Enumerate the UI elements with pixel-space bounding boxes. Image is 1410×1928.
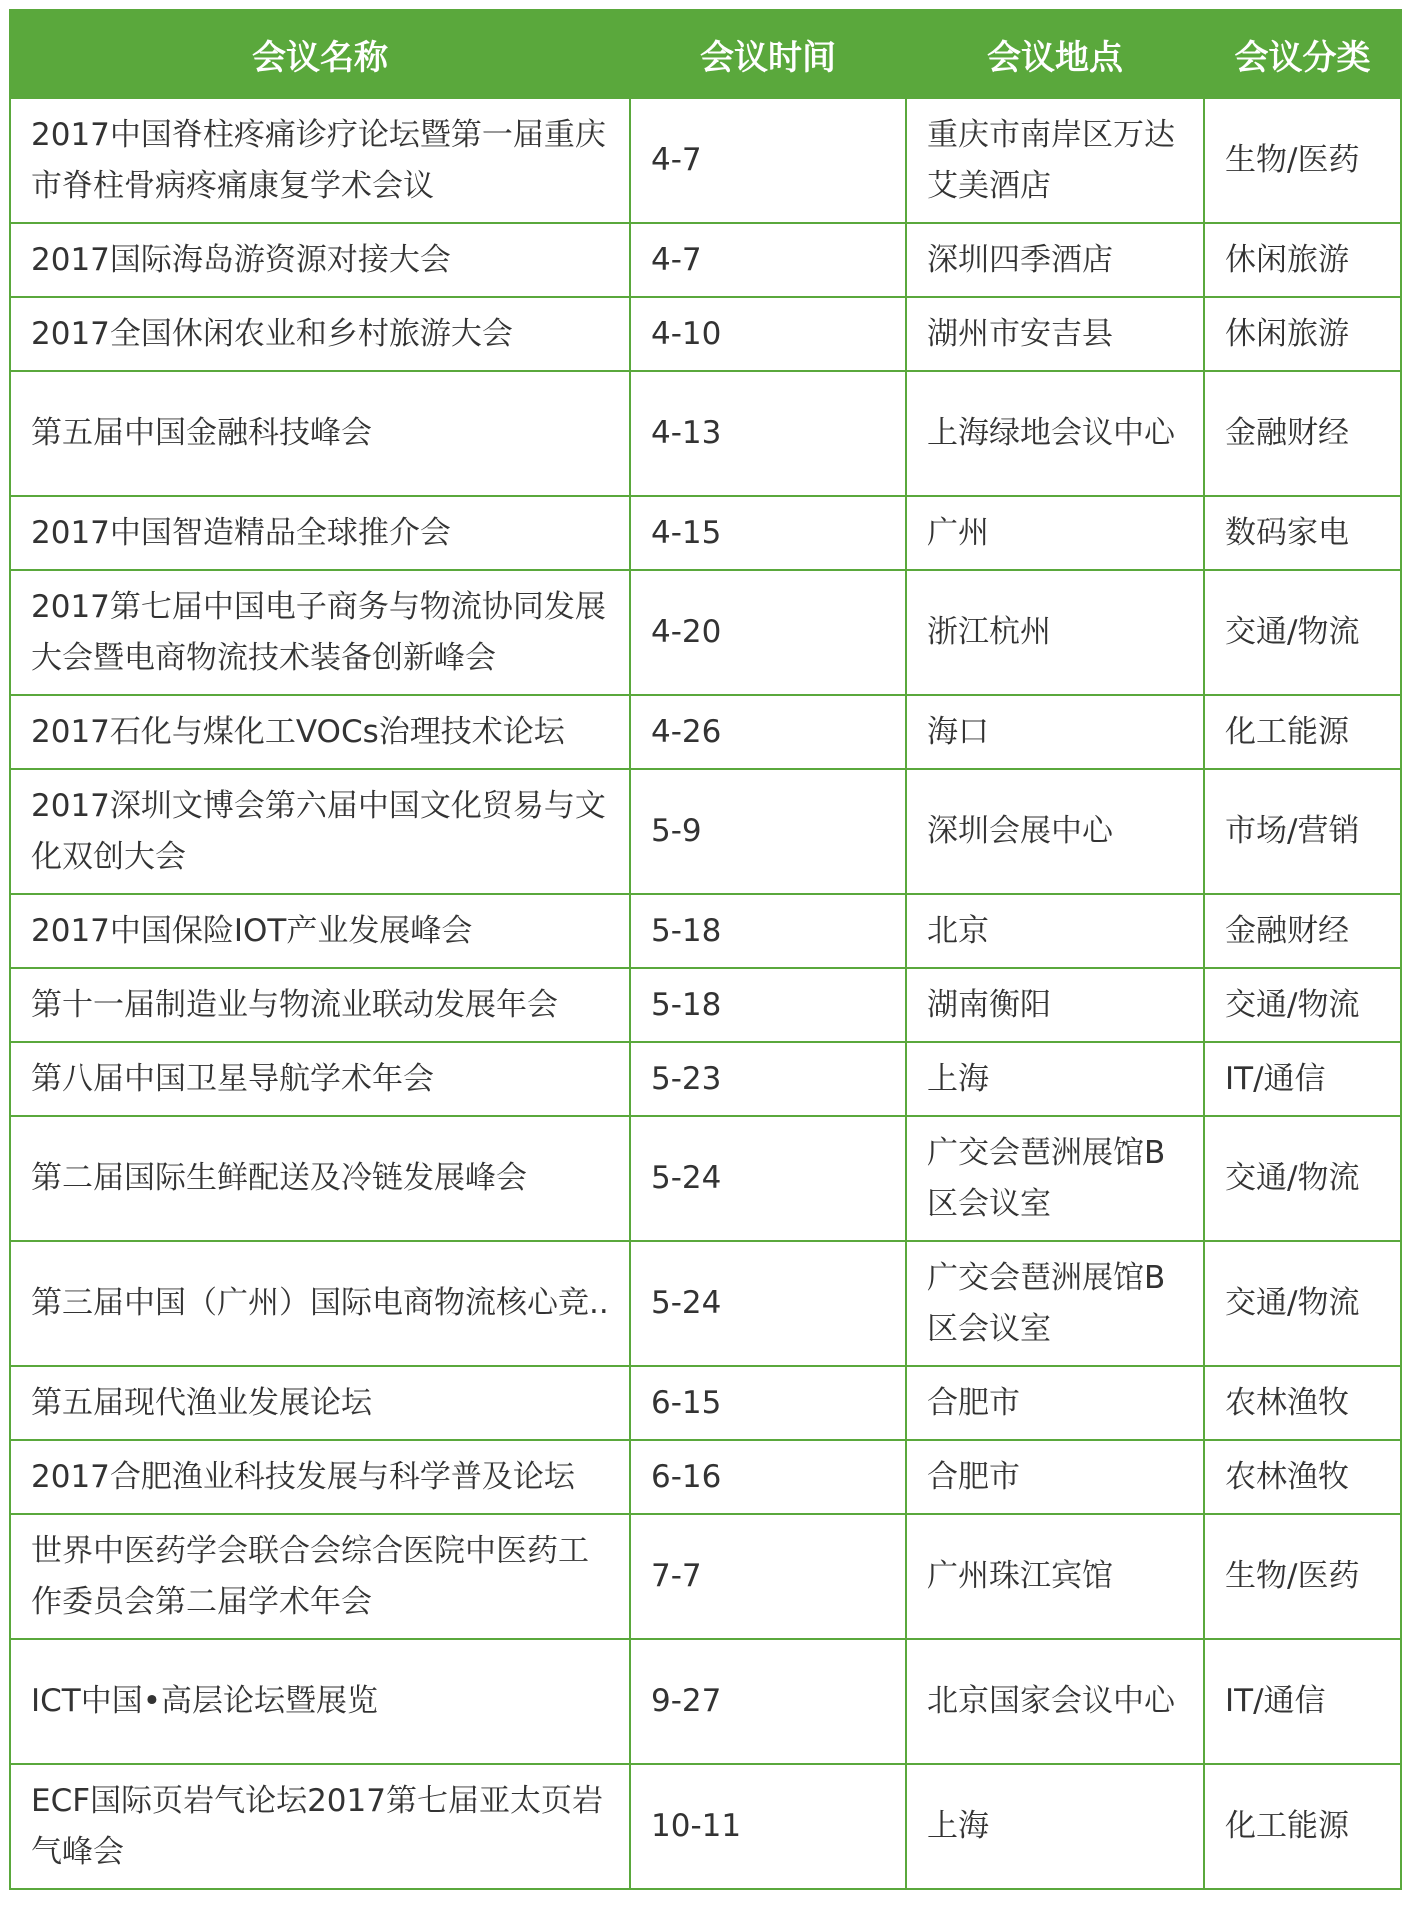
- meeting-time-cell: 5-24: [630, 1116, 906, 1241]
- header-meeting-time: 会议时间: [630, 10, 906, 98]
- table-body: [10, 98, 1401, 1889]
- meeting-location-cell: 海口: [906, 695, 1204, 769]
- meeting-time-cell: 4-13: [630, 371, 906, 496]
- meeting-name-cell: 2017中国脊柱疼痛诊疗论坛暨第一届重庆市脊柱骨病疼痛康复学术会议: [10, 98, 630, 223]
- header-meeting-name: 会议名称: [10, 10, 630, 98]
- meeting-category-cell: 交通/物流: [1204, 1116, 1401, 1241]
- meeting-time-cell: 4-26: [630, 695, 906, 769]
- table-row: [10, 98, 1401, 223]
- table-row: [10, 1514, 1401, 1639]
- meeting-name-cell: 2017国际海岛游资源对接大会: [10, 223, 630, 297]
- meeting-time-cell: 4-15: [630, 496, 906, 570]
- meeting-name-cell: 2017合肥渔业科技发展与科学普及论坛: [10, 1440, 630, 1514]
- meeting-time-cell: 5-18: [630, 968, 906, 1042]
- meeting-name-cell: 第三届中国（广州）国际电商物流核心竞..: [10, 1241, 630, 1366]
- meeting-category-cell: IT/通信: [1204, 1639, 1401, 1764]
- table-row: [10, 1764, 1401, 1889]
- table-row: [10, 1116, 1401, 1241]
- table-row: [10, 371, 1401, 496]
- meeting-time-cell: 7-7: [630, 1514, 906, 1639]
- table-row: [10, 1042, 1401, 1116]
- meeting-location-cell: 合肥市: [906, 1366, 1204, 1440]
- table-row: [10, 968, 1401, 1042]
- meeting-location-cell: 广交会琶洲展馆B区会议室: [906, 1116, 1204, 1241]
- table-row: [10, 496, 1401, 570]
- meeting-name-cell: 2017中国智造精品全球推介会: [10, 496, 630, 570]
- meeting-location-cell: 湖州市安吉县: [906, 297, 1204, 371]
- meeting-location-cell: 合肥市: [906, 1440, 1204, 1514]
- meeting-name-cell: 2017石化与煤化工VOCs治理技术论坛: [10, 695, 630, 769]
- meeting-location-cell: 广交会琶洲展馆B区会议室: [906, 1241, 1204, 1366]
- meeting-location-cell: 上海: [906, 1764, 1204, 1889]
- meeting-location-cell: 北京: [906, 894, 1204, 968]
- meeting-name-cell: 2017深圳文博会第六届中国文化贸易与文化双创大会: [10, 769, 630, 894]
- meeting-category-cell: 生物/医药: [1204, 1514, 1401, 1639]
- meeting-name-cell: 第十一届制造业与物流业联动发展年会: [10, 968, 630, 1042]
- meeting-time-cell: 6-15: [630, 1366, 906, 1440]
- meeting-name-cell: 2017第七届中国电子商务与物流协同发展大会暨电商物流技术装备创新峰会: [10, 570, 630, 695]
- table-row: [10, 1639, 1401, 1764]
- meeting-category-cell: 交通/物流: [1204, 570, 1401, 695]
- table-header: [10, 10, 1401, 98]
- meeting-time-cell: 5-24: [630, 1241, 906, 1366]
- meeting-name-cell: 第五届现代渔业发展论坛: [10, 1366, 630, 1440]
- meeting-time-cell: 6-16: [630, 1440, 906, 1514]
- header-row: [10, 10, 1401, 98]
- meeting-location-cell: 浙江杭州: [906, 570, 1204, 695]
- table-row: [10, 223, 1401, 297]
- meeting-time-cell: 4-10: [630, 297, 906, 371]
- header-meeting-category: 会议分类: [1204, 10, 1401, 98]
- meeting-name-cell: ICT中国•高层论坛暨展览: [10, 1639, 630, 1764]
- meeting-time-cell: 4-7: [630, 98, 906, 223]
- meeting-name-cell: 2017中国保险IOT产业发展峰会: [10, 894, 630, 968]
- meeting-location-cell: 重庆市南岸区万达艾美酒店: [906, 98, 1204, 223]
- meeting-category-cell: 农林渔牧: [1204, 1440, 1401, 1514]
- meeting-location-cell: 北京国家会议中心: [906, 1639, 1204, 1764]
- meeting-category-cell: 金融财经: [1204, 894, 1401, 968]
- meeting-name-cell: 第二届国际生鲜配送及冷链发展峰会: [10, 1116, 630, 1241]
- table-row: [10, 769, 1401, 894]
- meeting-time-cell: 4-20: [630, 570, 906, 695]
- meeting-category-cell: 生物/医药: [1204, 98, 1401, 223]
- table-row: [10, 297, 1401, 371]
- meeting-location-cell: 湖南衡阳: [906, 968, 1204, 1042]
- table-row: [10, 1366, 1401, 1440]
- meeting-time-cell: 9-27: [630, 1639, 906, 1764]
- table-row: [10, 1440, 1401, 1514]
- meeting-name-cell: 2017全国休闲农业和乡村旅游大会: [10, 297, 630, 371]
- meeting-category-cell: 交通/物流: [1204, 1241, 1401, 1366]
- table-row: [10, 570, 1401, 695]
- meeting-location-cell: 深圳四季酒店: [906, 223, 1204, 297]
- meeting-category-cell: 金融财经: [1204, 371, 1401, 496]
- meeting-location-cell: 上海绿地会议中心: [906, 371, 1204, 496]
- meeting-schedule-container: [9, 9, 1400, 1890]
- meeting-category-cell: 农林渔牧: [1204, 1366, 1401, 1440]
- meeting-name-cell: 世界中医药学会联合会综合医院中医药工作委员会第二届学术年会: [10, 1514, 630, 1639]
- meeting-category-cell: 市场/营销: [1204, 769, 1401, 894]
- meeting-category-cell: 休闲旅游: [1204, 223, 1401, 297]
- table-row: [10, 1241, 1401, 1366]
- header-meeting-location: 会议地点: [906, 10, 1204, 98]
- meeting-time-cell: 5-9: [630, 769, 906, 894]
- meeting-time-cell: 4-7: [630, 223, 906, 297]
- meeting-category-cell: IT/通信: [1204, 1042, 1401, 1116]
- meeting-name-cell: ECF国际页岩气论坛2017第七届亚太页岩气峰会: [10, 1764, 630, 1889]
- meeting-time-cell: 5-18: [630, 894, 906, 968]
- meeting-time-cell: 10-11: [630, 1764, 906, 1889]
- meeting-category-cell: 化工能源: [1204, 695, 1401, 769]
- meeting-name-cell: 第五届中国金融科技峰会: [10, 371, 630, 496]
- meeting-location-cell: 上海: [906, 1042, 1204, 1116]
- table-row: [10, 894, 1401, 968]
- meeting-category-cell: 交通/物流: [1204, 968, 1401, 1042]
- meeting-time-cell: 5-23: [630, 1042, 906, 1116]
- meeting-category-cell: 休闲旅游: [1204, 297, 1401, 371]
- table-row: [10, 695, 1401, 769]
- meeting-category-cell: 数码家电: [1204, 496, 1401, 570]
- meeting-category-cell: 化工能源: [1204, 1764, 1401, 1889]
- meeting-location-cell: 深圳会展中心: [906, 769, 1204, 894]
- meeting-name-cell: 第八届中国卫星导航学术年会: [10, 1042, 630, 1116]
- meeting-schedule-table: [9, 9, 1402, 1890]
- meeting-location-cell: 广州珠江宾馆: [906, 1514, 1204, 1639]
- meeting-location-cell: 广州: [906, 496, 1204, 570]
